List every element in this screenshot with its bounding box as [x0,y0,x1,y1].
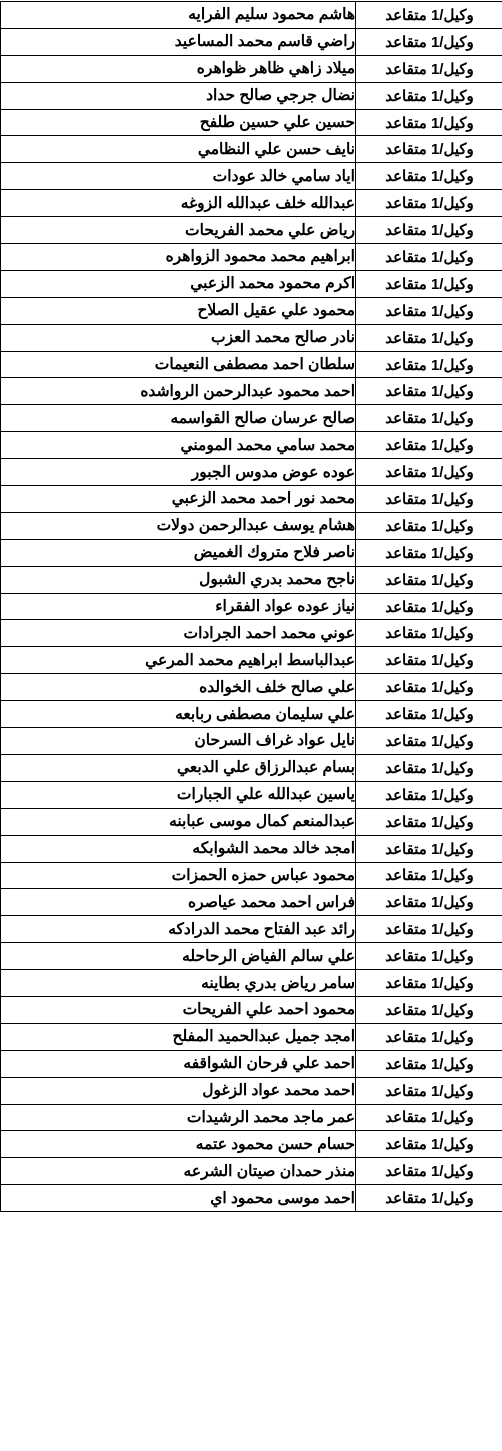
table-row [1,486,502,513]
table-row [1,754,502,781]
table-row [1,808,502,835]
rank-cell: وكيل/1 متقاعد [356,136,502,163]
table-row [1,728,502,755]
table-row [1,943,502,970]
name-cell: امجد جميل عبدالحميد المفلح [1,1023,356,1050]
rank-cell: وكيل/1 متقاعد [356,1131,502,1158]
name-cell: علي سالم الفياض الرحاحله [1,943,356,970]
personnel-table [0,1,502,1212]
table-row [1,1050,502,1077]
name-cell: صالح عرسان صالح القواسمه [1,405,356,432]
table-row [1,835,502,862]
table-row [1,136,502,163]
name-cell: اكرم محمود محمد الزعبي [1,270,356,297]
rank-cell: وكيل/1 متقاعد [356,1104,502,1131]
name-cell: اياد سامي خالد عودات [1,163,356,190]
name-cell: نادر صالح محمد العزب [1,324,356,351]
table-row [1,270,502,297]
table-row [1,2,502,29]
rank-cell: وكيل/1 متقاعد [356,754,502,781]
rank-cell: وكيل/1 متقاعد [356,512,502,539]
rank-cell: وكيل/1 متقاعد [356,244,502,271]
rank-cell: وكيل/1 متقاعد [356,163,502,190]
rank-cell: وكيل/1 متقاعد [356,539,502,566]
rank-cell: وكيل/1 متقاعد [356,351,502,378]
table-row [1,970,502,997]
name-cell: محمود عباس حمزه الحمزات [1,862,356,889]
name-cell: محمد نور احمد محمد الزعبي [1,486,356,513]
rank-cell: وكيل/1 متقاعد [356,781,502,808]
personnel-table-body [1,2,502,1212]
rank-cell: وكيل/1 متقاعد [356,996,502,1023]
name-cell: ميلاد زاهي ظاهر ظواهره [1,55,356,82]
name-cell: ياسين عبدالله علي الجبارات [1,781,356,808]
name-cell: بسام عبدالرزاق علي الدبعي [1,754,356,781]
table-row [1,1131,502,1158]
table-row [1,1023,502,1050]
rank-cell: وكيل/1 متقاعد [356,378,502,405]
name-cell: نياز عوده عواد الفقراء [1,593,356,620]
rank-cell: وكيل/1 متقاعد [356,324,502,351]
table-row [1,405,502,432]
rank-cell: وكيل/1 متقاعد [356,486,502,513]
table-row [1,244,502,271]
table-row [1,163,502,190]
rank-cell: وكيل/1 متقاعد [356,1158,502,1185]
rank-cell: وكيل/1 متقاعد [356,862,502,889]
rank-cell: وكيل/1 متقاعد [356,889,502,916]
rank-cell: وكيل/1 متقاعد [356,1023,502,1050]
rank-cell: وكيل/1 متقاعد [356,432,502,459]
table-row [1,701,502,728]
name-cell: حسام حسن محمود عتمه [1,1131,356,1158]
name-cell: علي صالح خلف الخوالده [1,674,356,701]
name-cell: منذر حمدان صيتان الشرعه [1,1158,356,1185]
table-row [1,916,502,943]
table-row [1,1185,502,1212]
rank-cell: وكيل/1 متقاعد [356,835,502,862]
rank-cell: وكيل/1 متقاعد [356,566,502,593]
name-cell: عمر ماجد محمد الرشيدات [1,1104,356,1131]
name-cell: عبدالباسط ابراهيم محمد المرعي [1,647,356,674]
table-row [1,109,502,136]
rank-cell: وكيل/1 متقاعد [356,405,502,432]
table-row [1,512,502,539]
rank-cell: وكيل/1 متقاعد [356,808,502,835]
name-cell: رياض علي محمد الفريحات [1,217,356,244]
rank-cell: وكيل/1 متقاعد [356,1185,502,1212]
name-cell: عوني محمد احمد الجرادات [1,620,356,647]
name-cell: حسين علي حسين طلفح [1,109,356,136]
table-row [1,82,502,109]
rank-cell: وكيل/1 متقاعد [356,1077,502,1104]
rank-cell: وكيل/1 متقاعد [356,459,502,486]
rank-cell: وكيل/1 متقاعد [356,647,502,674]
table-row [1,190,502,217]
name-cell: ناجح محمد بدري الشبول [1,566,356,593]
table-row [1,996,502,1023]
rank-cell: وكيل/1 متقاعد [356,674,502,701]
name-cell: راضي قاسم محمد المساعيد [1,28,356,55]
name-cell: نايل عواد غراف السرحان [1,728,356,755]
name-cell: ناصر فلاح متروك الغميض [1,539,356,566]
rank-cell: وكيل/1 متقاعد [356,970,502,997]
rank-cell: وكيل/1 متقاعد [356,297,502,324]
table-row [1,217,502,244]
table-row [1,781,502,808]
rank-cell: وكيل/1 متقاعد [356,217,502,244]
name-cell: احمد محمد عواد الزغول [1,1077,356,1104]
rank-cell: وكيل/1 متقاعد [356,190,502,217]
name-cell: سامر رياض بدري بطاينه [1,970,356,997]
table-row [1,1104,502,1131]
table-row [1,593,502,620]
name-cell: هشام يوسف عبدالرحمن دولات [1,512,356,539]
name-cell: عبدالمنعم كمال موسى عبابنه [1,808,356,835]
rank-cell: وكيل/1 متقاعد [356,728,502,755]
table-row [1,889,502,916]
table-row [1,539,502,566]
name-cell: امجد خالد محمد الشوابكه [1,835,356,862]
table-row [1,1158,502,1185]
name-cell: فراس احمد محمد عياصره [1,889,356,916]
rank-cell: وكيل/1 متقاعد [356,593,502,620]
rank-cell: وكيل/1 متقاعد [356,28,502,55]
table-row [1,324,502,351]
rank-cell: وكيل/1 متقاعد [356,55,502,82]
rank-cell: وكيل/1 متقاعد [356,916,502,943]
name-cell: نضال جرجي صالح حداد [1,82,356,109]
table-row [1,566,502,593]
name-cell: هاشم محمود سليم الفرايه [1,2,356,29]
rank-cell: وكيل/1 متقاعد [356,1050,502,1077]
name-cell: عبدالله خلف عبدالله الزوغه [1,190,356,217]
rank-cell: وكيل/1 متقاعد [356,620,502,647]
name-cell: محمود علي عقيل الصلاح [1,297,356,324]
table-row [1,862,502,889]
table-row [1,459,502,486]
name-cell: احمد محمود عبدالرحمن الرواشده [1,378,356,405]
name-cell: احمد موسى محمود اي [1,1185,356,1212]
table-row [1,620,502,647]
rank-cell: وكيل/1 متقاعد [356,943,502,970]
name-cell: احمد علي فرحان الشواقفه [1,1050,356,1077]
name-cell: سلطان احمد مصطفى النعيمات [1,351,356,378]
table-row [1,647,502,674]
name-cell: محمود احمد علي الفريحات [1,996,356,1023]
rank-cell: وكيل/1 متقاعد [356,2,502,29]
table-row [1,1077,502,1104]
table-row [1,28,502,55]
name-cell: رائد عبد الفتاح محمد الدرادكه [1,916,356,943]
table-row [1,674,502,701]
name-cell: نايف حسن علي النظامي [1,136,356,163]
table-row [1,55,502,82]
table-row [1,432,502,459]
name-cell: علي سليمان مصطفى ربابعه [1,701,356,728]
name-cell: محمد سامي محمد المومني [1,432,356,459]
name-cell: ابراهيم محمد محمود الزواهره [1,244,356,271]
name-cell: عوده عوض مدوس الجبور [1,459,356,486]
table-row [1,351,502,378]
table-row [1,297,502,324]
rank-cell: وكيل/1 متقاعد [356,109,502,136]
rank-cell: وكيل/1 متقاعد [356,82,502,109]
table-row [1,378,502,405]
rank-cell: وكيل/1 متقاعد [356,701,502,728]
rank-cell: وكيل/1 متقاعد [356,270,502,297]
